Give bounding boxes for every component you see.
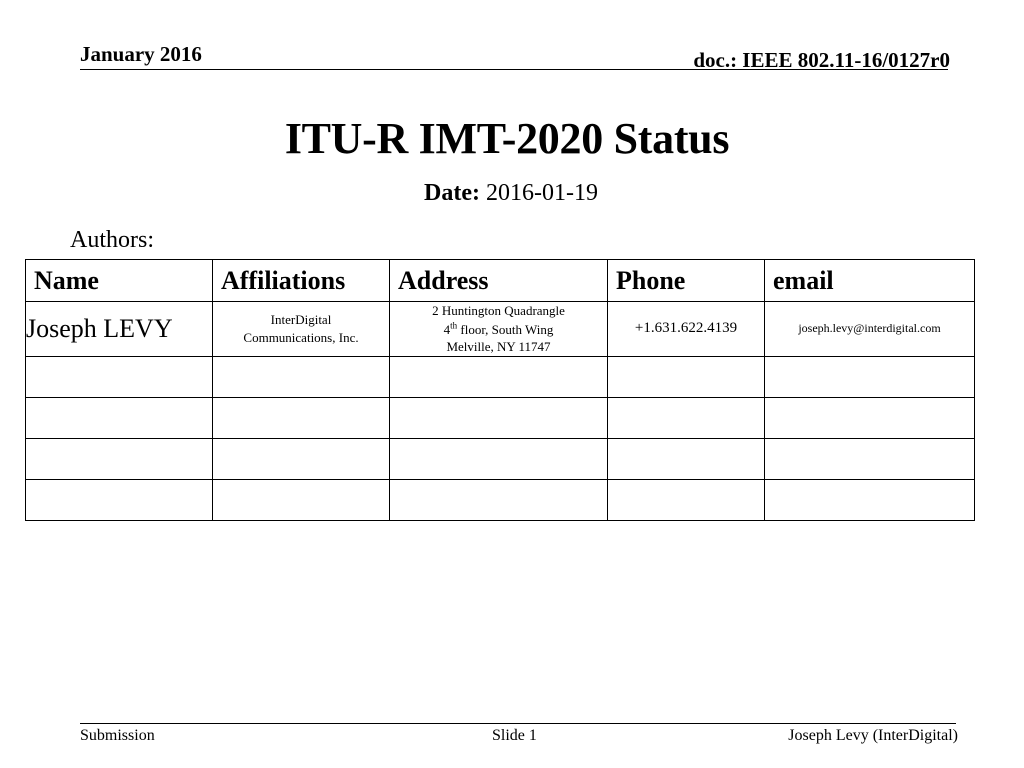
- date-line: [0, 180, 1022, 207]
- address-line: [444, 322, 554, 337]
- footer-author: Joseph Levy (InterDigital): [788, 727, 958, 744]
- header-rule: [80, 69, 948, 70]
- empty-cell: [765, 438, 975, 479]
- empty-cell: [26, 438, 213, 479]
- author-address: [390, 302, 608, 357]
- footer-slide-number: Slide 1: [492, 727, 537, 744]
- header-address: Address: [390, 260, 608, 302]
- empty-cell: [26, 397, 213, 438]
- empty-cell: [608, 438, 765, 479]
- empty-table-row: [26, 438, 975, 479]
- empty-table-row: [26, 479, 975, 520]
- empty-cell: [213, 397, 390, 438]
- table-header-row: [26, 260, 975, 302]
- address-floor-suffix: th: [450, 320, 458, 331]
- empty-cell: [390, 397, 608, 438]
- authors-table: [25, 259, 975, 521]
- empty-cell: [390, 479, 608, 520]
- header-email: email: [765, 260, 975, 302]
- empty-cell: [390, 438, 608, 479]
- empty-cell: [213, 479, 390, 520]
- empty-cell: [765, 356, 975, 397]
- header-doc-id: doc.: IEEE 802.11-16/0127r0: [693, 48, 950, 72]
- empty-cell: [26, 356, 213, 397]
- date-label: Date:: [424, 180, 480, 206]
- empty-cell: [213, 356, 390, 397]
- header-phone: Phone: [608, 260, 765, 302]
- header-date: January 2016: [80, 42, 202, 66]
- slide-title: ITU-R IMT-2020 Status: [284, 114, 730, 163]
- empty-cell: [608, 356, 765, 397]
- empty-cell: [608, 397, 765, 438]
- header-affiliations: Affiliations: [213, 260, 390, 302]
- footer-rule: [80, 723, 956, 724]
- empty-cell: [26, 479, 213, 520]
- footer-submission: Submission: [80, 727, 155, 744]
- table-row: [26, 302, 975, 357]
- date-value: 2016-01-19: [485, 180, 598, 206]
- author-phone: +1.631.622.4139: [608, 302, 765, 357]
- empty-cell: [390, 356, 608, 397]
- empty-cell: [608, 479, 765, 520]
- author-email: joseph.levy@interdigital.com: [765, 302, 975, 357]
- empty-cell: [765, 479, 975, 520]
- authors-label: Authors:: [70, 227, 154, 253]
- author-affiliation: [213, 302, 390, 357]
- address-floor-rest: floor, South Wing: [457, 321, 554, 337]
- empty-cell: [213, 438, 390, 479]
- empty-cell: [765, 397, 975, 438]
- author-name: Joseph LEVY: [26, 302, 213, 357]
- affiliation-line: Communications, Inc.: [243, 329, 359, 345]
- affiliation-line: InterDigital: [270, 312, 332, 328]
- address-floor-number: 4: [443, 321, 451, 337]
- header-name: Name: [26, 260, 213, 302]
- empty-table-row: [26, 356, 975, 397]
- address-line: Melville, NY 11747: [446, 339, 551, 355]
- empty-table-row: [26, 397, 975, 438]
- address-line: 2 Huntington Quadrangle: [432, 303, 565, 318]
